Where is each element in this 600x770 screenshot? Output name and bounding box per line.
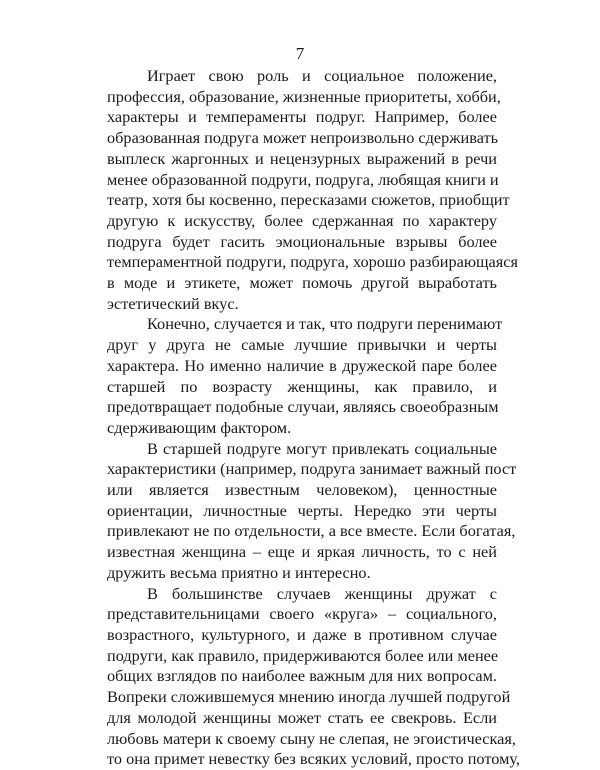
text-line: друг у друга не самые лучшие привычки и черты <box>107 335 497 355</box>
text-line: для молодой женщины может стать ее свекровь. Если <box>107 707 497 727</box>
text-line: известная женщина – еще и яркая личность, то с ней <box>107 542 497 562</box>
text-line: то она примет невестку без всяких условий, просто потому, <box>107 749 520 769</box>
text-line: привлекают не по отдельности, а все вместе. Если богатая, <box>107 521 516 541</box>
paragraph-4 <box>107 583 520 770</box>
text-line: в моде и этикете, может помочь другой выработать <box>107 273 497 293</box>
paragraph-3 <box>107 438 517 584</box>
text-line: профессия, образование, жизненные приоритеты, хобби, <box>107 86 501 106</box>
text-line: предотвращает подобные случаи, являясь своеобразным <box>107 397 499 417</box>
text-line: любовь матери к своему сыну не слепая, не эгоистическая, <box>107 728 516 748</box>
text-line: образованная подруга может непроизвольно сдерживать <box>107 128 499 148</box>
text-line: выплеск жаргонных и нецензурных выражений в речи <box>107 148 497 168</box>
text-line: характеры и темпераменты подруг. Например, более <box>107 107 497 127</box>
text-line: менее образованной подруги, подруга, любящая книги и <box>107 169 499 189</box>
text-line: Конечно, случается и так, что подруги перенимают <box>147 314 503 334</box>
text-line: старшей по возрасту женщины, как правило, и <box>107 376 497 396</box>
text-line: В большинстве случаев женщины дружат с <box>147 583 497 603</box>
text-line: или является известным человеком), ценностные <box>107 480 497 500</box>
text-line: характера. Но именно наличие в дружеской паре более <box>107 355 497 375</box>
text-line: ориентации, личностные черты. Нередко эти черты <box>107 500 497 520</box>
text-line: Вопреки сложившемуся мнению иногда лучшей подругой <box>107 687 511 707</box>
text-line: подруги, как правило, придерживаются более или менее <box>107 645 499 665</box>
text-line: представительницами своего «круга» – социального, <box>107 604 497 624</box>
text-line: подруга будет гасить эмоциональные взрывы более <box>107 231 497 251</box>
text-line: возрастного, культурного, и даже в противном случае <box>107 624 497 644</box>
paragraph-1 <box>107 66 518 314</box>
text-body <box>107 66 520 770</box>
paragraph-2 <box>107 314 503 438</box>
text-line: В старшей подруге могут привлекать социальные <box>147 438 497 458</box>
text-line: театр, хотя бы косвенно, пересказами сюжетов, приобщит <box>107 190 510 210</box>
page-number: 7 <box>295 44 305 63</box>
text-line: общих взглядов по наиболее важным для них вопросам. <box>107 666 497 686</box>
text-line: характеристики (например, подруга занимает важный пост <box>107 459 517 479</box>
text-line: темпераментной подруги, подруга, хорошо разбирающаяся <box>107 252 518 272</box>
text-line: сдерживающим фактором. <box>107 417 292 437</box>
text-line: эстетический вкус. <box>107 293 239 313</box>
text-line: Играет свою роль и социальное положение, <box>147 66 497 85</box>
text-line: другую к искусству, более сдержанная по характеру <box>107 210 497 230</box>
text-line: дружить весьма приятно и интересно. <box>107 562 371 582</box>
